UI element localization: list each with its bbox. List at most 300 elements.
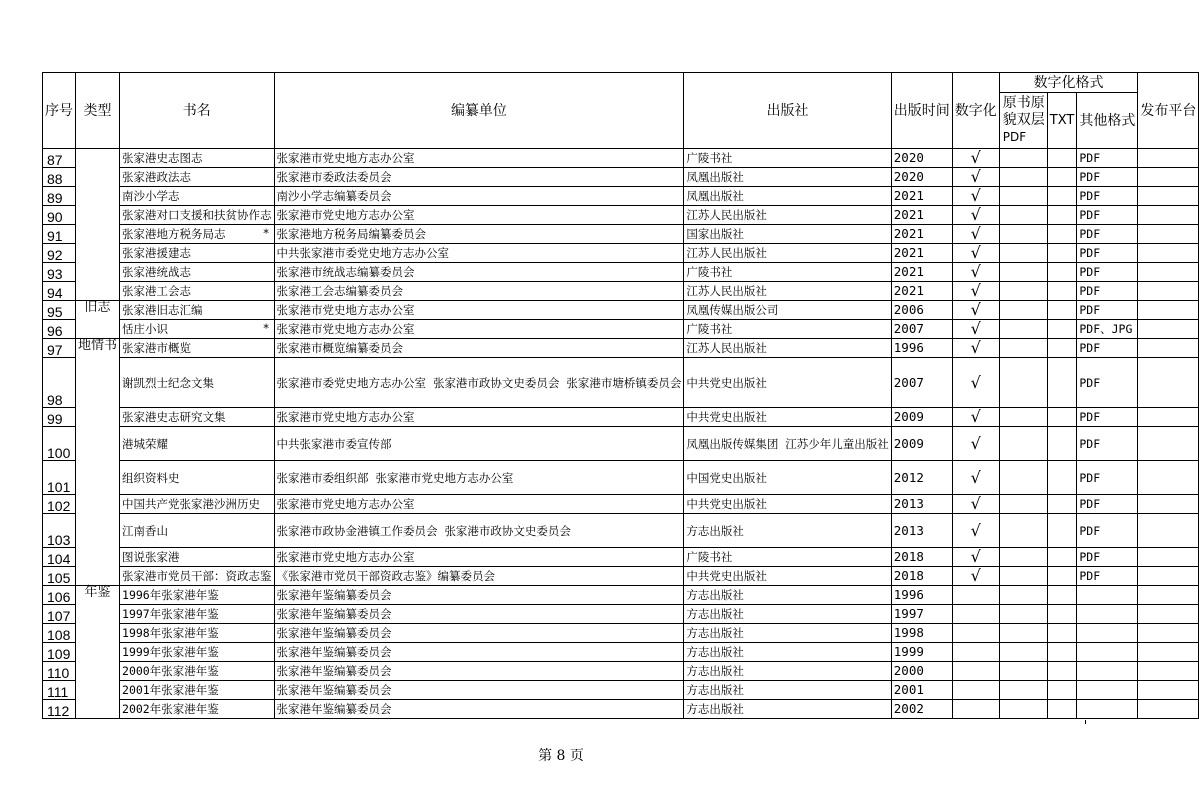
row-digitized: √ — [952, 225, 999, 244]
row-editor: 张家港年鉴编纂委员会 — [274, 681, 684, 700]
row-format-orig — [999, 187, 1047, 206]
row-publisher: 江苏人民出版社 — [684, 244, 891, 263]
row-format-other: PDF — [1077, 187, 1138, 206]
row-title — [120, 206, 275, 225]
row-format-orig — [999, 548, 1047, 567]
header-title: 书名 — [120, 73, 275, 149]
row-year: 2020 — [891, 149, 952, 168]
row-title-text: 张家港政法志 — [122, 170, 192, 184]
row-year: 2000 — [891, 662, 952, 681]
row-title — [120, 461, 275, 495]
row-format-txt — [1047, 206, 1077, 225]
table-row — [43, 225, 1199, 244]
row-editor: 张家港市党史地方志办公室 — [274, 320, 684, 339]
row-publisher: 江苏人民出版社 — [684, 206, 891, 225]
row-year: 2021 — [891, 244, 952, 263]
row-format-other — [1077, 586, 1138, 605]
header-type: 类型 — [76, 73, 120, 149]
row-category — [76, 427, 120, 461]
row-title — [120, 149, 275, 168]
row-platform — [1138, 301, 1199, 320]
row-publisher: 中国党史出版社 — [684, 461, 891, 495]
header-seq: 序号 — [43, 73, 76, 149]
row-year: 2021 — [891, 187, 952, 206]
row-title-text: 2002年张家港年鉴 — [122, 702, 219, 716]
row-number: 110 — [43, 662, 76, 681]
row-number: 109 — [43, 643, 76, 662]
table-row — [43, 567, 1199, 586]
row-format-other: PDF、JPG — [1077, 320, 1138, 339]
row-digitized — [952, 643, 999, 662]
row-platform — [1138, 187, 1199, 206]
row-number: 95 — [43, 301, 76, 320]
row-format-other — [1077, 605, 1138, 624]
row-format-txt — [1047, 168, 1077, 187]
row-publisher: 方志出版社 — [684, 514, 891, 548]
row-editor: 张家港年鉴编纂委员会 — [274, 624, 684, 643]
table-row — [43, 282, 1199, 301]
row-digitized: √ — [952, 358, 999, 408]
row-digitized: √ — [952, 427, 999, 461]
row-format-txt — [1047, 427, 1077, 461]
row-year: 2018 — [891, 567, 952, 586]
row-format-orig — [999, 567, 1047, 586]
row-number: 107 — [43, 605, 76, 624]
row-title — [120, 320, 275, 339]
row-publisher: 方志出版社 — [684, 643, 891, 662]
row-category: 年鉴 — [76, 586, 120, 605]
row-category — [76, 206, 120, 225]
row-number: 112 — [43, 700, 76, 719]
row-title-text: 张家港史志研究文集 — [122, 410, 226, 424]
catalog-table — [42, 72, 1199, 719]
row-format-orig — [999, 624, 1047, 643]
row-format-orig — [999, 681, 1047, 700]
row-title — [120, 514, 275, 548]
row-platform — [1138, 244, 1199, 263]
row-digitized — [952, 586, 999, 605]
row-digitized: √ — [952, 548, 999, 567]
row-editor: 张家港年鉴编纂委员会 — [274, 700, 684, 719]
row-title-text: 张家港市概览 — [122, 341, 192, 355]
row-format-other: PDF — [1077, 225, 1138, 244]
row-title-text: 恬庄小识 — [122, 322, 169, 336]
row-category — [76, 408, 120, 427]
row-platform — [1138, 567, 1199, 586]
header-format-txt: TXT — [1047, 93, 1077, 149]
row-digitized: √ — [952, 495, 999, 514]
row-publisher: 江苏人民出版社 — [684, 339, 891, 358]
row-format-txt — [1047, 339, 1077, 358]
row-title-text: 张家港统战志 — [122, 265, 192, 279]
row-title — [120, 282, 275, 301]
row-format-orig — [999, 408, 1047, 427]
row-format-txt — [1047, 225, 1077, 244]
row-category — [76, 700, 120, 719]
row-digitized: √ — [952, 244, 999, 263]
table-row — [43, 408, 1199, 427]
row-publisher: 方志出版社 — [684, 586, 891, 605]
row-format-orig — [999, 662, 1047, 681]
row-format-other: PDF — [1077, 567, 1138, 586]
row-title-text: 2000年张家港年鉴 — [122, 664, 219, 678]
row-format-orig — [999, 700, 1047, 719]
row-number: 90 — [43, 206, 76, 225]
table-row — [43, 586, 1199, 605]
row-year: 2002 — [891, 700, 952, 719]
row-title-text: 1998年张家港年鉴 — [122, 626, 219, 640]
row-title-text: 1997年张家港年鉴 — [122, 607, 219, 621]
row-format-other: PDF — [1077, 495, 1138, 514]
row-category — [76, 681, 120, 700]
row-title — [120, 495, 275, 514]
row-digitized: √ — [952, 301, 999, 320]
row-platform — [1138, 149, 1199, 168]
row-editor: 张家港市统战志编纂委员会 — [274, 263, 684, 282]
row-year: 2018 — [891, 548, 952, 567]
row-format-txt — [1047, 149, 1077, 168]
row-year: 2007 — [891, 320, 952, 339]
row-title — [120, 358, 275, 408]
row-editor: 张家港年鉴编纂委员会 — [274, 662, 684, 681]
row-title-text: 张家港旧志汇编 — [122, 303, 203, 317]
row-publisher: 中共党史出版社 — [684, 408, 891, 427]
row-digitized: √ — [952, 149, 999, 168]
row-format-orig — [999, 358, 1047, 408]
row-format-txt — [1047, 461, 1077, 495]
row-publisher: 广陵书社 — [684, 263, 891, 282]
row-title-text: 张家港市党员干部：资政志鉴 — [122, 569, 272, 583]
row-publisher: 方志出版社 — [684, 681, 891, 700]
row-number: 87 — [43, 149, 76, 168]
row-title — [120, 408, 275, 427]
row-year: 1997 — [891, 605, 952, 624]
row-format-other: PDF — [1077, 408, 1138, 427]
row-format-txt — [1047, 700, 1077, 719]
row-title-text: 张家港对口支援和扶贫协作志 — [122, 208, 272, 222]
header-digitized: 数字化 — [952, 73, 999, 149]
row-year: 2001 — [891, 681, 952, 700]
row-format-orig — [999, 320, 1047, 339]
header-year: 出版时间 — [891, 73, 952, 149]
row-publisher: 凤凰出版传媒集团 江苏少年儿童出版社 — [684, 427, 891, 461]
table-row — [43, 358, 1199, 408]
row-editor: 南沙小学志编纂委员会 — [274, 187, 684, 206]
row-format-other: PDF — [1077, 301, 1138, 320]
row-format-orig — [999, 149, 1047, 168]
row-category — [76, 225, 120, 244]
row-platform — [1138, 586, 1199, 605]
row-format-txt — [1047, 408, 1077, 427]
row-format-other: PDF — [1077, 168, 1138, 187]
row-digitized: √ — [952, 339, 999, 358]
row-platform — [1138, 168, 1199, 187]
row-platform — [1138, 461, 1199, 495]
row-category: 地情书 — [76, 339, 120, 358]
row-category — [76, 624, 120, 643]
table-row — [43, 263, 1199, 282]
row-category — [76, 643, 120, 662]
row-category — [76, 514, 120, 548]
row-title-text: 中国共产党张家港沙洲历史 — [122, 497, 261, 511]
row-digitized: √ — [952, 320, 999, 339]
row-category — [76, 662, 120, 681]
row-digitized: √ — [952, 514, 999, 548]
table-row — [43, 461, 1199, 495]
row-title-text: 张家港工会志 — [122, 284, 192, 298]
row-digitized — [952, 681, 999, 700]
row-publisher: 方志出版社 — [684, 662, 891, 681]
row-title — [120, 662, 275, 681]
row-publisher: 中共党史出版社 — [684, 358, 891, 408]
row-platform — [1138, 225, 1199, 244]
row-format-txt — [1047, 301, 1077, 320]
row-number: 97 — [43, 339, 76, 358]
row-format-other — [1077, 700, 1138, 719]
row-title — [120, 339, 275, 358]
star-mark: * — [262, 226, 270, 240]
row-format-orig — [999, 339, 1047, 358]
row-number: 102 — [43, 495, 76, 514]
row-editor: 张家港年鉴编纂委员会 — [274, 643, 684, 662]
row-category — [76, 187, 120, 206]
table-row — [43, 514, 1199, 548]
row-format-orig — [999, 605, 1047, 624]
row-category — [76, 149, 120, 168]
row-editor: 张家港市政协金港镇工作委员会 张家港市政协文史委员会 — [274, 514, 684, 548]
row-title-text: 2001年张家港年鉴 — [122, 683, 219, 697]
row-format-orig — [999, 514, 1047, 548]
row-format-orig — [999, 586, 1047, 605]
row-title — [120, 624, 275, 643]
table-edge-mark — [1085, 720, 1086, 724]
row-publisher: 广陵书社 — [684, 320, 891, 339]
row-format-other — [1077, 624, 1138, 643]
row-format-other: PDF — [1077, 461, 1138, 495]
row-digitized: √ — [952, 408, 999, 427]
row-title-text: 江南香山 — [122, 523, 169, 538]
row-year: 2006 — [891, 301, 952, 320]
row-category — [76, 244, 120, 263]
row-title — [120, 187, 275, 206]
row-title — [120, 567, 275, 586]
row-title — [120, 225, 275, 244]
row-category — [76, 263, 120, 282]
row-title-text: 图说张家港 — [122, 550, 180, 564]
row-format-txt — [1047, 514, 1077, 548]
row-year: 1999 — [891, 643, 952, 662]
header-format-other: 其他格式 — [1077, 93, 1138, 149]
row-title-text: 张家港地方税务局志 — [122, 227, 226, 241]
row-platform — [1138, 548, 1199, 567]
row-editor: 中共张家港市委党史地方志办公室 — [274, 244, 684, 263]
row-format-orig — [999, 461, 1047, 495]
row-format-other: PDF — [1077, 427, 1138, 461]
table-row — [43, 495, 1199, 514]
row-format-txt — [1047, 495, 1077, 514]
row-publisher: 方志出版社 — [684, 700, 891, 719]
row-platform — [1138, 643, 1199, 662]
row-editor: 张家港市委组织部 张家港市党史地方志办公室 — [274, 461, 684, 495]
row-title — [120, 244, 275, 263]
row-title — [120, 263, 275, 282]
row-digitized — [952, 662, 999, 681]
row-editor: 张家港年鉴编纂委员会 — [274, 586, 684, 605]
row-format-txt — [1047, 320, 1077, 339]
row-editor: 张家港市党史地方志办公室 — [274, 301, 684, 320]
row-format-other — [1077, 662, 1138, 681]
row-title-text: 港城荣耀 — [122, 436, 169, 451]
row-year: 1996 — [891, 586, 952, 605]
row-format-other: PDF — [1077, 244, 1138, 263]
row-number: 96 — [43, 320, 76, 339]
table-row — [43, 643, 1199, 662]
row-format-txt — [1047, 567, 1077, 586]
row-platform — [1138, 427, 1199, 461]
row-year: 2009 — [891, 408, 952, 427]
row-title-text: 南沙小学志 — [122, 189, 180, 203]
table-row — [43, 320, 1199, 339]
row-publisher: 中共党史出版社 — [684, 495, 891, 514]
row-number: 92 — [43, 244, 76, 263]
row-format-txt — [1047, 282, 1077, 301]
row-year: 2021 — [891, 263, 952, 282]
row-title — [120, 586, 275, 605]
row-editor: 张家港市党史地方志办公室 — [274, 408, 684, 427]
row-format-other: PDF — [1077, 263, 1138, 282]
row-format-orig — [999, 301, 1047, 320]
row-format-orig — [999, 282, 1047, 301]
row-format-orig — [999, 168, 1047, 187]
row-format-txt — [1047, 586, 1077, 605]
row-publisher: 广陵书社 — [684, 149, 891, 168]
row-category — [76, 320, 120, 339]
row-category — [76, 567, 120, 586]
row-digitized — [952, 624, 999, 643]
row-category — [76, 605, 120, 624]
row-format-txt — [1047, 605, 1077, 624]
table-row — [43, 605, 1199, 624]
row-format-orig — [999, 225, 1047, 244]
row-format-txt — [1047, 548, 1077, 567]
row-digitized: √ — [952, 168, 999, 187]
row-digitized: √ — [952, 206, 999, 225]
row-year: 2013 — [891, 514, 952, 548]
row-title — [120, 605, 275, 624]
row-digitized: √ — [952, 461, 999, 495]
row-year: 1996 — [891, 339, 952, 358]
row-category: 旧志 — [76, 301, 120, 320]
row-title — [120, 168, 275, 187]
row-editor: 张家港市委政法委员会 — [274, 168, 684, 187]
row-editor: 张家港工会志编纂委员会 — [274, 282, 684, 301]
row-publisher: 凤凰出版社 — [684, 168, 891, 187]
row-platform — [1138, 339, 1199, 358]
row-format-orig — [999, 643, 1047, 662]
table-row — [43, 662, 1199, 681]
table-row — [43, 244, 1199, 263]
row-editor: 张家港市党史地方志办公室 — [274, 548, 684, 567]
row-platform — [1138, 700, 1199, 719]
row-year: 2013 — [891, 495, 952, 514]
row-platform — [1138, 624, 1199, 643]
row-category — [76, 461, 120, 495]
row-number: 104 — [43, 548, 76, 567]
row-digitized: √ — [952, 187, 999, 206]
row-number: 111 — [43, 681, 76, 700]
table-row — [43, 624, 1199, 643]
row-editor: 张家港市概览编纂委员会 — [274, 339, 684, 358]
row-editor: 张家港市党史地方志办公室 — [274, 495, 684, 514]
header-format-group: 数字化格式 — [999, 73, 1138, 93]
table-row — [43, 187, 1199, 206]
row-format-other: PDF — [1077, 548, 1138, 567]
row-title — [120, 301, 275, 320]
row-year: 2012 — [891, 461, 952, 495]
row-title — [120, 643, 275, 662]
row-platform — [1138, 358, 1199, 408]
row-publisher: 凤凰传媒出版公司 — [684, 301, 891, 320]
row-digitized — [952, 700, 999, 719]
row-platform — [1138, 408, 1199, 427]
table-row — [43, 427, 1199, 461]
table-row — [43, 206, 1199, 225]
row-digitized: √ — [952, 567, 999, 586]
header-editor: 编纂单位 — [274, 73, 684, 149]
row-platform — [1138, 282, 1199, 301]
row-digitized — [952, 605, 999, 624]
row-year: 2021 — [891, 206, 952, 225]
row-number: 99 — [43, 408, 76, 427]
row-number: 93 — [43, 263, 76, 282]
row-format-other: PDF — [1077, 282, 1138, 301]
row-editor: 《张家港市党员干部资政志鉴》编纂委员会 — [274, 567, 684, 586]
row-format-orig — [999, 263, 1047, 282]
row-number: 106 — [43, 586, 76, 605]
row-format-other: PDF — [1077, 206, 1138, 225]
row-title — [120, 681, 275, 700]
row-format-orig — [999, 427, 1047, 461]
row-platform — [1138, 495, 1199, 514]
row-category — [76, 358, 120, 408]
row-publisher: 中共党史出版社 — [684, 567, 891, 586]
row-format-txt — [1047, 681, 1077, 700]
row-title — [120, 427, 275, 461]
header-platform: 发布平台 — [1138, 73, 1199, 149]
row-format-txt — [1047, 187, 1077, 206]
page-number: 第 8 页 — [538, 748, 584, 764]
row-format-other: PDF — [1077, 149, 1138, 168]
row-year: 2020 — [891, 168, 952, 187]
header-publisher: 出版社 — [684, 73, 891, 149]
row-number: 100 — [43, 427, 76, 461]
row-title-text: 1996年张家港年鉴 — [122, 588, 219, 602]
row-editor: 张家港市委党史地方志办公室 张家港市政协文史委员会 张家港市塘桥镇委员会 — [274, 358, 684, 408]
row-platform — [1138, 514, 1199, 548]
row-number: 98 — [43, 358, 76, 408]
header-format-orig-line3: PDF — [1002, 130, 1027, 144]
row-editor: 张家港市党史地方志办公室 — [274, 149, 684, 168]
row-title-text: 1999年张家港年鉴 — [122, 645, 219, 659]
star-mark: * — [262, 321, 270, 335]
row-number: 94 — [43, 282, 76, 301]
row-editor: 中共张家港市委宣传部 — [274, 427, 684, 461]
row-publisher: 方志出版社 — [684, 624, 891, 643]
table-row — [43, 168, 1199, 187]
row-platform — [1138, 263, 1199, 282]
row-number: 108 — [43, 624, 76, 643]
row-platform — [1138, 681, 1199, 700]
